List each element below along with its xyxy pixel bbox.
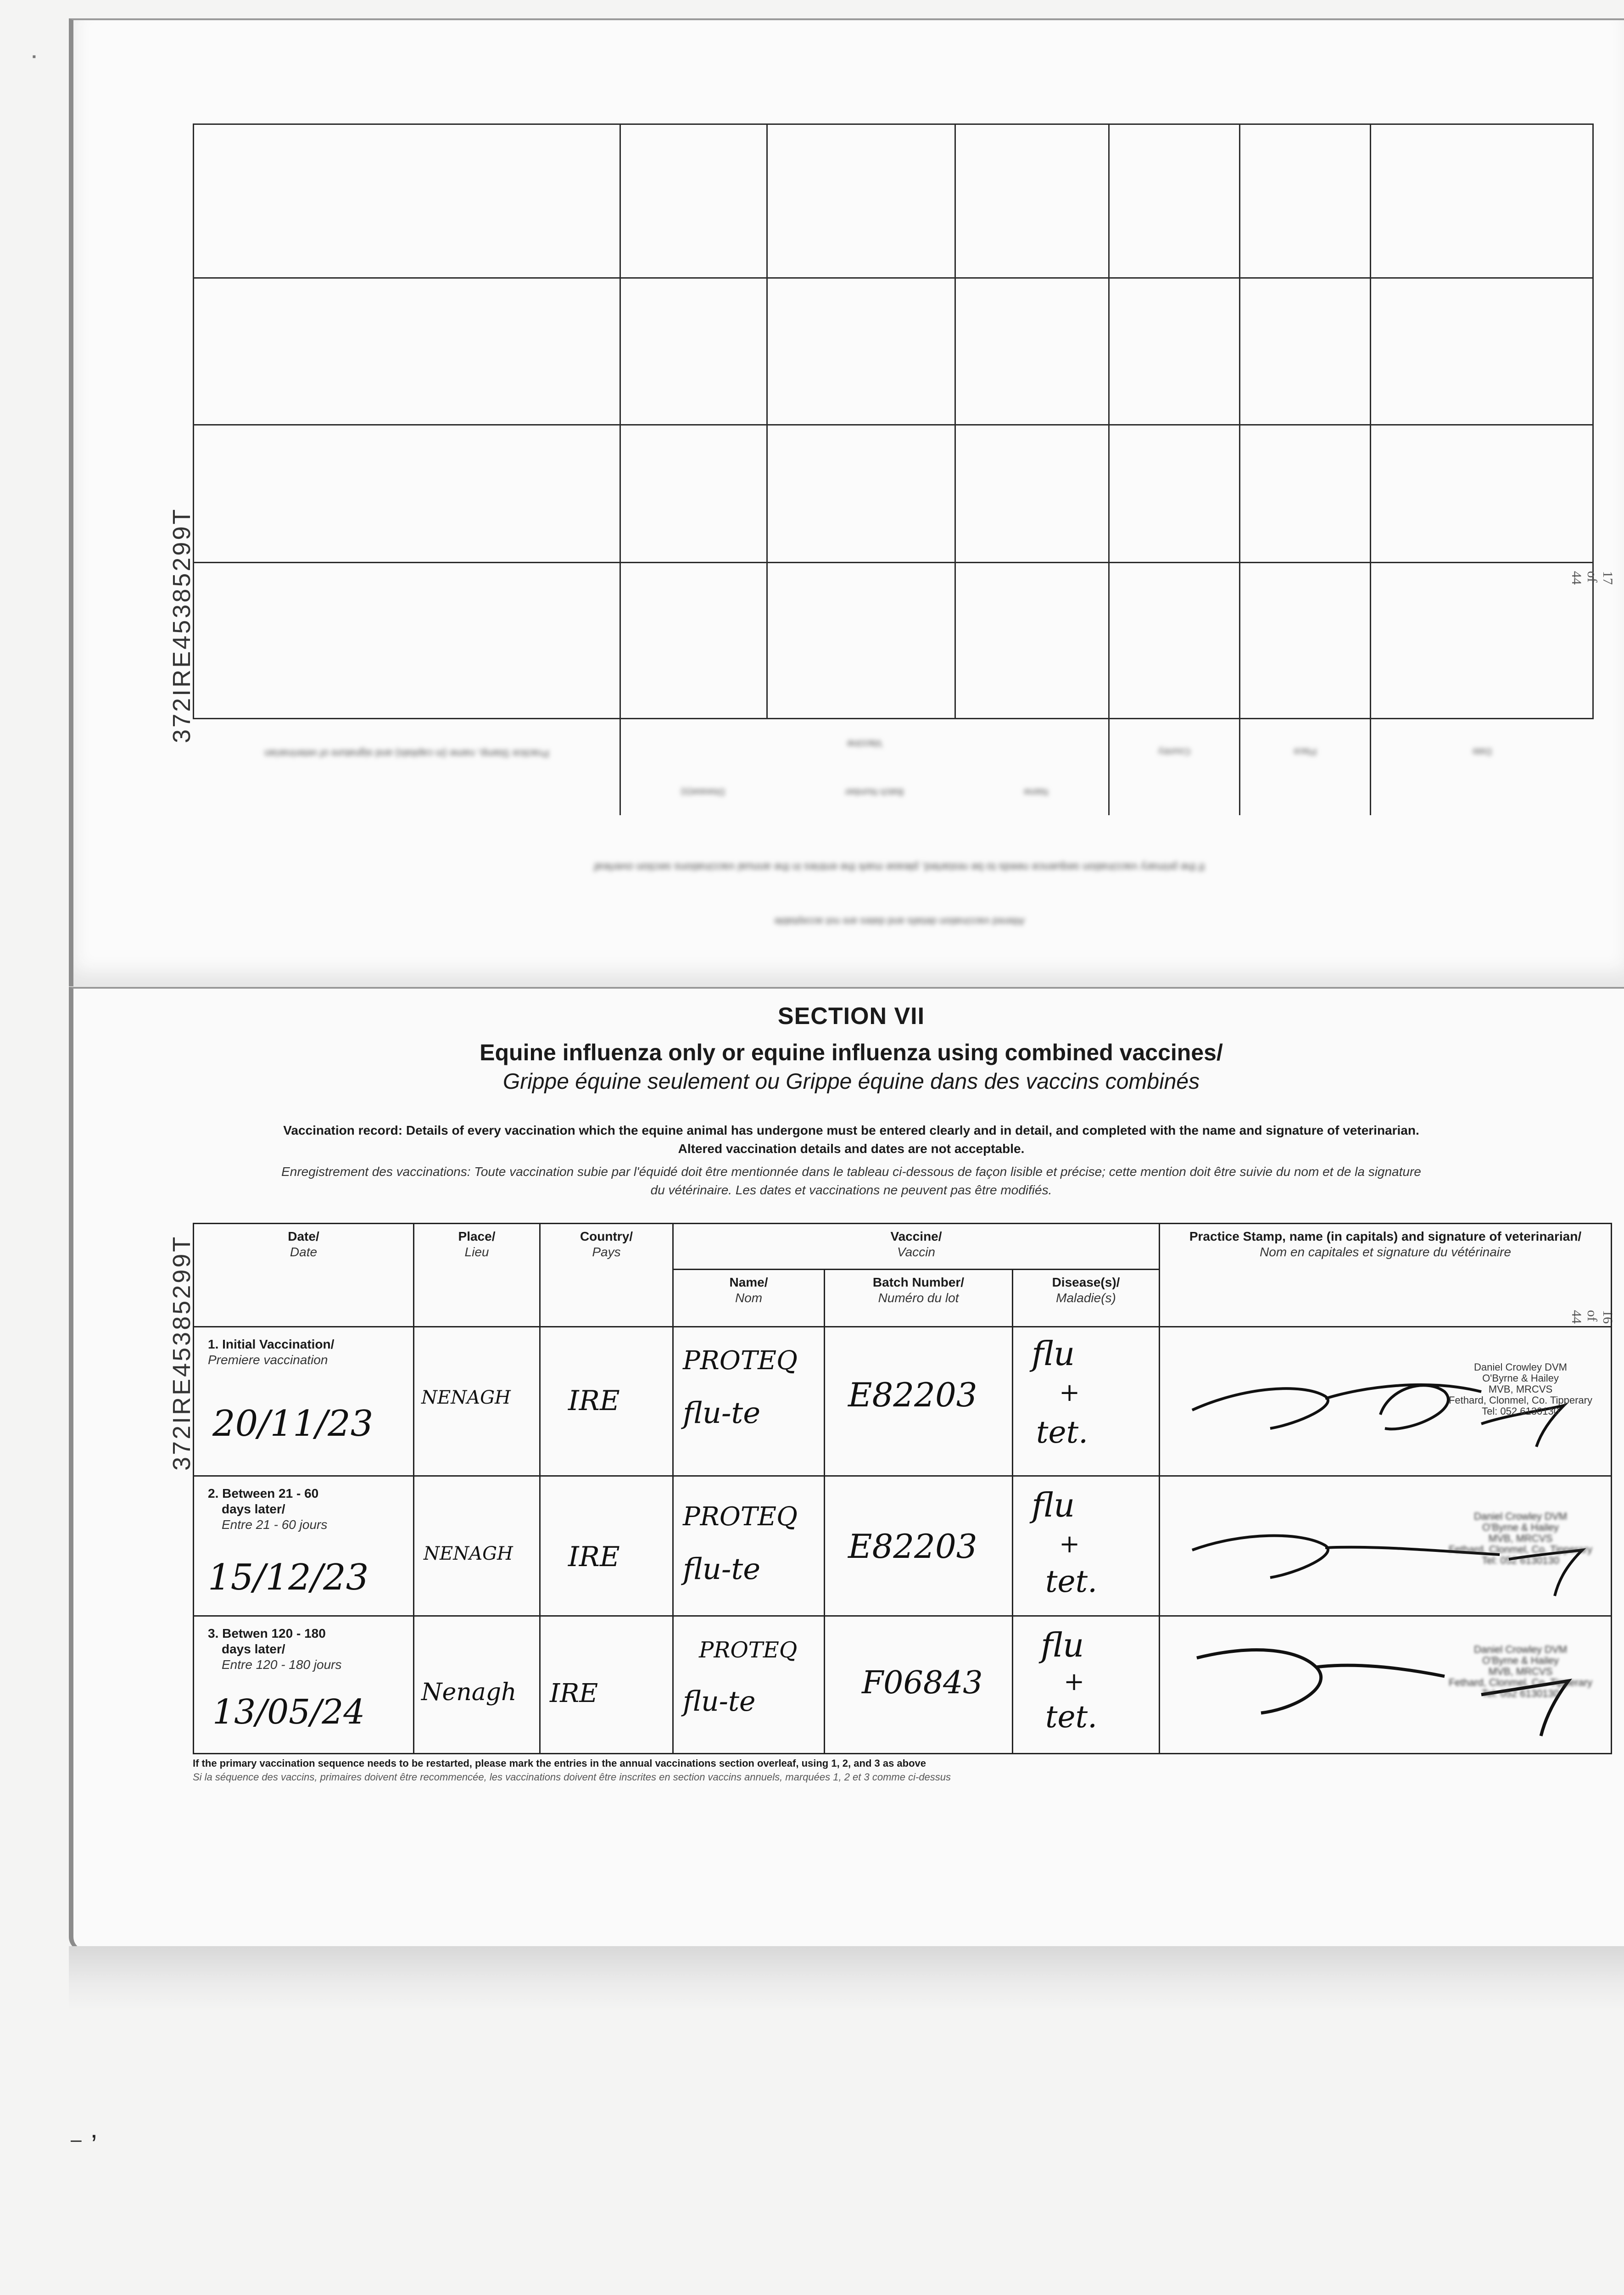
- row2-date-cell: [194, 1476, 414, 1616]
- row1-place: NENAGH: [421, 1387, 511, 1408]
- grid-cell: [194, 124, 620, 278]
- stamp-line: O'Byrne & Hailey: [1482, 1372, 1559, 1384]
- grid-cell: [620, 124, 767, 278]
- scan-edge-mark: ▪: [32, 50, 36, 63]
- row3-label-en-2: days later/: [222, 1642, 285, 1656]
- header-batch-number: [825, 1270, 1013, 1327]
- row1-date: 20/11/23: [212, 1403, 374, 1444]
- row1-disease-line2: +: [1059, 1378, 1080, 1407]
- grid-cell: [1109, 124, 1240, 278]
- row1-country-cell: [540, 1327, 673, 1476]
- row2-practice-stamp: [1449, 1511, 1592, 1566]
- grid-cell: [767, 124, 955, 278]
- header-disease: [1013, 1270, 1160, 1327]
- scan-corner-mark: ⁻ ʼ: [69, 2130, 97, 2161]
- row3-label-en-1: 3. Betwen 120 - 180: [208, 1626, 326, 1640]
- header-practice-fr: Nom en capitales et signature du vétérinaire: [1260, 1245, 1511, 1259]
- bottom-passport-id: 372IRE45385299T: [168, 1235, 195, 1471]
- row3-practice-stamp: [1449, 1644, 1592, 1699]
- grid-cell: [1371, 124, 1593, 278]
- header-vaccine: [673, 1224, 1160, 1270]
- row3-batch: F06843: [862, 1665, 983, 1701]
- header-date-fr: Date: [290, 1245, 318, 1259]
- top-header-date: Date: [1472, 746, 1492, 756]
- grid-cell: [1371, 563, 1593, 719]
- header-vaccine-fr: Vaccin: [897, 1245, 935, 1259]
- stamp-line: MVB, MRCVS: [1488, 1533, 1553, 1544]
- top-header-name: Name: [1023, 786, 1049, 797]
- grid-cell: [1109, 278, 1240, 425]
- grid-cell: [955, 278, 1109, 425]
- intro-french-line2: du vétérinaire. Les dates et vaccinations ne peuvent pas être modifiés.: [650, 1183, 1052, 1197]
- row2-disease-line1: flu: [1032, 1486, 1075, 1524]
- top-header-place: Place: [1293, 746, 1317, 756]
- row2-batch-cell: [825, 1476, 1013, 1616]
- stamp-line: MVB, MRCVS: [1488, 1666, 1553, 1677]
- row1-vaccine-line1: PROTEQ: [683, 1346, 798, 1376]
- intro-french-line1: Enregistrement des vaccinations: Toute vaccination subie par l'équidé doit être mentionnée dans le tableau ci-dessous de façon lisible et précise; cette mention doit être suivie du nom et de la signature: [281, 1164, 1421, 1179]
- top-header-practice-text: Practice Stamp, name (in capitals) and signature of veterinarian: [264, 748, 549, 760]
- grid-cell: [1240, 563, 1371, 719]
- row1-country: IRE: [568, 1385, 620, 1417]
- row3-disease-line1: flu: [1041, 1626, 1084, 1664]
- row3-country-cell: [540, 1616, 673, 1754]
- row2-vaccine-line2: flu-te: [683, 1552, 761, 1586]
- grid-cell: [1371, 278, 1593, 425]
- row1-disease-line3: tet.: [1036, 1415, 1088, 1450]
- grid-cell: [620, 563, 767, 719]
- header-place: [414, 1224, 540, 1327]
- grid-cell: [1240, 124, 1371, 278]
- stamp-line: Daniel Crowley DVM: [1474, 1511, 1567, 1522]
- grid-cell: [767, 563, 955, 719]
- row2-label-fr: Entre 21 - 60 jours: [222, 1517, 328, 1532]
- row3-date: 13/05/24: [212, 1692, 365, 1732]
- table-row: [194, 1616, 1612, 1754]
- header-vaccine-name: [673, 1270, 825, 1327]
- stamp-line: Tel: 052 6130130: [1482, 1555, 1559, 1566]
- row3-disease-line3: tet.: [1045, 1699, 1098, 1735]
- row2-batch: E82203: [848, 1527, 977, 1566]
- top-page-number: 17 of 44: [1569, 571, 1615, 585]
- row2-disease-line3: tet.: [1045, 1564, 1098, 1599]
- top-header-vaccine-text: Vaccine: [847, 738, 882, 750]
- top-passport-id: 372IRE45385299T: [168, 507, 195, 743]
- row1-batch: E82203: [848, 1376, 977, 1414]
- row3-place: Nenagh: [421, 1679, 517, 1706]
- row2-date: 15/12/23: [208, 1557, 369, 1598]
- top-header-country: Country: [1158, 746, 1191, 756]
- row2-country-cell: [540, 1476, 673, 1616]
- page-edge-shadow: [69, 1946, 1624, 2010]
- top-header-batch: Batch Number: [845, 786, 904, 797]
- row2-vaccine-line1: PROTEQ: [683, 1502, 798, 1532]
- header-batch-fr: Numéro du lot: [878, 1291, 959, 1305]
- row3-date-cell: [194, 1616, 414, 1754]
- row2-label-en-1: 2. Between 21 - 60: [208, 1486, 319, 1500]
- grid-cell: [194, 563, 620, 719]
- row1-disease-line1: flu: [1032, 1334, 1075, 1373]
- header-name-fr: Nom: [735, 1291, 763, 1305]
- stamp-line: O'Byrne & Hailey: [1482, 1522, 1559, 1533]
- stamp-line: O'Byrne & Hailey: [1482, 1655, 1559, 1666]
- row1-vaccine-line2: flu-te: [683, 1396, 761, 1430]
- footnote-english: If the primary vaccination sequence needs to be restarted, please mark the entries in the annual vaccinations section overleaf, using 1, 2, and 3 as above: [193, 1758, 926, 1769]
- bottom-page: [69, 987, 1624, 1951]
- row3-batch-cell: [825, 1616, 1013, 1754]
- header-country-fr: Pays: [592, 1245, 621, 1259]
- row2-disease-cell: [1013, 1476, 1160, 1616]
- heading-french: Grippe équine seulement ou Grippe équine dans des vaccins combinés: [502, 1069, 1200, 1094]
- stamp-line: Daniel Crowley DVM: [1474, 1644, 1567, 1655]
- header-date: [194, 1224, 414, 1327]
- intro-english-line1: Vaccination record: Details of every vaccination which the equine animal has undergone must be entered clearly and in detail, and completed with the name and signature of veterinarian.: [283, 1123, 1419, 1137]
- table-row: [194, 1476, 1612, 1616]
- header-country-en: Country/: [580, 1229, 633, 1243]
- heading-english: Equine influenza only or equine influenza using combined vaccines/: [480, 1040, 1223, 1065]
- stamp-line: MVB, MRCVS: [1488, 1383, 1553, 1395]
- row2-place-cell: [414, 1476, 540, 1616]
- grid-cell: [1240, 278, 1371, 425]
- row3-practice-cell: [1160, 1616, 1612, 1754]
- header-vaccine-en: Vaccine/: [890, 1229, 942, 1243]
- top-instruction-1: If the primary vaccination sequence needs to be restarted, please mark the entries in the annual vaccinations section overleaf: [594, 861, 1205, 873]
- header-practice: [1160, 1224, 1612, 1327]
- footnote-french: Si la séquence des vaccins, primaires doivent être recommencée, les vaccinations doivent être inscrites en section vaccins annuels, marquées 1, 2 et 3 comme ci-dessus: [193, 1771, 951, 1783]
- top-header-country-cell: [1109, 719, 1240, 815]
- row3-vaccine-line1: PROTEQ: [699, 1637, 798, 1663]
- grid-cell: [194, 278, 620, 425]
- row1-place-cell: [414, 1327, 540, 1476]
- row3-disease-line2: +: [1064, 1667, 1085, 1696]
- header-place-fr: Lieu: [464, 1245, 489, 1259]
- row1-date-cell: [194, 1327, 414, 1476]
- grid-cell: [955, 563, 1109, 719]
- header-practice-en: Practice Stamp, name (in capitals) and signature of veterinarian/: [1189, 1229, 1582, 1243]
- row2-disease-line2: +: [1059, 1529, 1080, 1558]
- grid-cell: [620, 278, 767, 425]
- intro-english-line2: Altered vaccination details and dates are not acceptable.: [678, 1142, 1025, 1156]
- grid-cell: [1371, 425, 1593, 563]
- top-header-disease: Disease(s): [681, 786, 725, 797]
- top-vaccination-grid: [193, 123, 1594, 815]
- header-batch-en: Batch Number/: [872, 1275, 965, 1289]
- row2-vaccine-cell: [673, 1476, 825, 1616]
- row3-disease-cell: [1013, 1616, 1160, 1754]
- row1-disease-cell: [1013, 1327, 1160, 1476]
- grid-cell: [620, 425, 767, 563]
- top-header-practice: [194, 719, 620, 815]
- stamp-line: Tel: 052 6130130: [1482, 1405, 1559, 1417]
- top-page: [69, 18, 1624, 986]
- header-date-en: Date/: [288, 1229, 319, 1243]
- vaccination-record-table: [193, 1223, 1612, 1754]
- row1-practice-cell: [1160, 1327, 1612, 1476]
- top-header-vaccine: [620, 719, 1109, 815]
- top-header-date-cell: [1371, 719, 1593, 815]
- grid-cell: [1240, 425, 1371, 563]
- row3-place-cell: [414, 1616, 540, 1754]
- header-disease-en: Disease(s)/: [1052, 1275, 1120, 1289]
- grid-cell: [1109, 425, 1240, 563]
- section-title: SECTION VII: [777, 1003, 925, 1030]
- stamp-line: Fethard, Clonmel, Co. Tipperary: [1448, 1394, 1592, 1406]
- row1-batch-cell: [825, 1327, 1013, 1476]
- top-instruction-2: Altered vaccination details and dates are not acceptable: [774, 916, 1025, 927]
- row1-vaccine-cell: [673, 1327, 825, 1476]
- row2-label-en-2: days later/: [222, 1502, 285, 1516]
- row3-country: IRE: [550, 1679, 598, 1708]
- row3-vaccine-line2: flu-te: [683, 1685, 756, 1718]
- stamp-line: Daniel Crowley DVM: [1474, 1361, 1567, 1373]
- row2-practice-cell: [1160, 1476, 1612, 1616]
- row2-place: NENAGH: [424, 1543, 513, 1564]
- row2-country: IRE: [568, 1541, 620, 1573]
- stamp-line: Tel: 052 6130130: [1482, 1688, 1559, 1699]
- header-disease-fr: Maladie(s): [1056, 1291, 1116, 1305]
- row1-label-en: 1. Initial Vaccination/: [208, 1337, 335, 1351]
- grid-cell: [767, 278, 955, 425]
- stamp-line: Fethard, Clonmel, Co. Tipperary: [1448, 1677, 1592, 1688]
- grid-cell: [767, 425, 955, 563]
- table-row: [194, 1327, 1612, 1476]
- row3-label-fr: Entre 120 - 180 jours: [222, 1657, 342, 1672]
- top-header-place-cell: [1240, 719, 1371, 815]
- grid-cell: [194, 425, 620, 563]
- row3-vaccine-cell: [673, 1616, 825, 1754]
- header-name-en: Name/: [729, 1275, 768, 1289]
- grid-cell: [955, 425, 1109, 563]
- bottom-page-number: 16 of 44: [1569, 1310, 1615, 1324]
- header-place-en: Place/: [458, 1229, 496, 1243]
- stamp-line: Fethard, Clonmel, Co. Tipperary: [1448, 1544, 1592, 1555]
- row1-practice-stamp: [1449, 1362, 1592, 1417]
- header-country: [540, 1224, 673, 1327]
- row1-label-fr: Premiere vaccination: [208, 1353, 328, 1367]
- grid-cell: [955, 124, 1109, 278]
- grid-cell: [1109, 563, 1240, 719]
